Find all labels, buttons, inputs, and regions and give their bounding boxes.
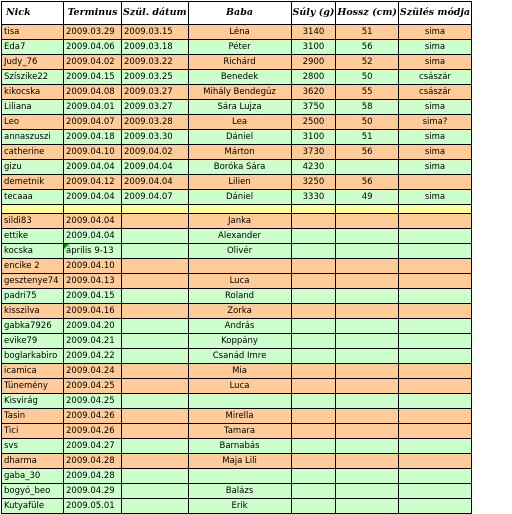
length-cell[interactable] xyxy=(336,439,399,454)
separator-cell[interactable] xyxy=(188,205,291,214)
nick-cell[interactable]: ettike xyxy=(2,229,64,244)
birth-date-cell[interactable]: 2009.03.15 xyxy=(122,25,189,40)
terminus-value: 2009.04.24 xyxy=(66,366,115,376)
birth-date-cell[interactable] xyxy=(122,439,189,454)
weight-cell[interactable]: 4230 xyxy=(291,160,336,175)
baby-cell[interactable]: Erik xyxy=(188,499,291,514)
terminus-cell[interactable] xyxy=(64,319,122,334)
baby-cell[interactable]: András xyxy=(188,319,291,334)
birth-date-cell[interactable] xyxy=(122,349,189,364)
length-cell[interactable]: 56 xyxy=(336,175,399,190)
nick-cell[interactable]: tisa xyxy=(2,25,64,40)
birth-date-cell[interactable]: 2009.04.04 xyxy=(122,160,189,175)
length-cell[interactable] xyxy=(336,214,399,229)
header-birth-type[interactable]: Szülés módja xyxy=(398,2,471,25)
birth-type-cell[interactable] xyxy=(398,334,471,349)
nick-cell[interactable]: demetnik xyxy=(2,175,64,190)
baby-cell[interactable]: Márton xyxy=(188,145,291,160)
born-section xyxy=(2,25,472,205)
terminus-cell[interactable] xyxy=(64,289,122,304)
baby-cell[interactable]: Roland xyxy=(188,289,291,304)
birth-date-cell[interactable] xyxy=(122,304,189,319)
birth-date-cell[interactable] xyxy=(122,259,189,274)
birth-date-cell[interactable] xyxy=(122,394,189,409)
baby-cell[interactable] xyxy=(188,259,291,274)
nick-cell[interactable]: encike 2 xyxy=(2,259,64,274)
nick-cell[interactable]: Leo xyxy=(2,115,64,130)
weight-cell[interactable] xyxy=(291,319,336,334)
terminus-value: április 9-13 xyxy=(66,246,114,256)
separator-row xyxy=(2,205,472,214)
table-row xyxy=(2,115,472,130)
table-row xyxy=(2,304,472,319)
terminus-cell[interactable]: 2009.04.18 xyxy=(64,130,122,145)
birth-type-cell[interactable] xyxy=(398,424,471,439)
birth-type-cell[interactable]: sima xyxy=(398,100,471,115)
terminus-cell[interactable]: 2009.04.08 xyxy=(64,85,122,100)
birth-type-cell[interactable]: császár xyxy=(398,70,471,85)
birth-date-cell[interactable] xyxy=(122,244,189,259)
nick-cell[interactable]: Tici xyxy=(2,424,64,439)
weight-cell[interactable]: 2900 xyxy=(291,55,336,70)
separator-cell[interactable] xyxy=(336,205,399,214)
weight-cell[interactable] xyxy=(291,424,336,439)
nick-cell[interactable]: tecaaa xyxy=(2,190,64,205)
baby-cell[interactable]: Zorka xyxy=(188,304,291,319)
birth-date-cell[interactable] xyxy=(122,454,189,469)
length-cell[interactable] xyxy=(336,229,399,244)
birth-date-cell[interactable]: 2009.04.02 xyxy=(122,145,189,160)
length-cell[interactable] xyxy=(336,424,399,439)
length-cell[interactable] xyxy=(336,259,399,274)
table-row xyxy=(2,499,472,514)
birth-date-cell[interactable] xyxy=(122,379,189,394)
terminus-value: 2009.05.01 xyxy=(66,501,115,511)
length-cell[interactable] xyxy=(336,304,399,319)
length-cell[interactable]: 55 xyxy=(336,85,399,100)
terminus-cell[interactable] xyxy=(64,214,122,229)
birth-type-cell[interactable] xyxy=(398,259,471,274)
weight-cell[interactable] xyxy=(291,439,336,454)
length-cell[interactable]: 51 xyxy=(336,130,399,145)
terminus-cell[interactable]: 2009.04.04 xyxy=(64,190,122,205)
table-row xyxy=(2,130,472,145)
baby-cell[interactable]: Luca xyxy=(188,274,291,289)
terminus-value: 2009.04.15 xyxy=(66,291,115,301)
baby-cell[interactable]: Mirella xyxy=(188,409,291,424)
birth-type-cell[interactable] xyxy=(398,274,471,289)
birth-type-cell[interactable] xyxy=(398,379,471,394)
baby-cell[interactable]: Barnabás xyxy=(188,439,291,454)
nick-cell[interactable]: sildi83 xyxy=(2,214,64,229)
weight-cell[interactable]: 2800 xyxy=(291,70,336,85)
weight-cell[interactable] xyxy=(291,334,336,349)
terminus-cell[interactable]: 2009.04.12 xyxy=(64,175,122,190)
table-row xyxy=(2,100,472,115)
nick-cell[interactable]: evike79 xyxy=(2,334,64,349)
weight-cell[interactable]: 2500 xyxy=(291,115,336,130)
baby-cell[interactable] xyxy=(188,394,291,409)
birth-type-cell[interactable]: sima xyxy=(398,145,471,160)
birth-type-cell[interactable] xyxy=(398,304,471,319)
weight-cell[interactable]: 3730 xyxy=(291,145,336,160)
baby-cell[interactable]: Koppány xyxy=(188,334,291,349)
length-cell[interactable] xyxy=(336,454,399,469)
table-row xyxy=(2,25,472,40)
birth-type-cell[interactable]: sima xyxy=(398,55,471,70)
birth-date-cell[interactable] xyxy=(122,469,189,484)
weight-cell[interactable]: 3330 xyxy=(291,190,336,205)
terminus-cell[interactable]: 2009.04.06 xyxy=(64,40,122,55)
weight-cell[interactable]: 3750 xyxy=(291,100,336,115)
length-cell[interactable] xyxy=(336,160,399,175)
weight-cell[interactable] xyxy=(291,214,336,229)
header-weight[interactable]: Súly (g) xyxy=(291,2,336,25)
terminus-cell[interactable] xyxy=(64,499,122,514)
separator-cell[interactable] xyxy=(291,205,336,214)
header-baby[interactable]: Baba xyxy=(188,2,291,25)
table-row xyxy=(2,175,472,190)
length-cell[interactable] xyxy=(336,469,399,484)
table-row xyxy=(2,229,472,244)
table-row xyxy=(2,259,472,274)
terminus-cell[interactable]: 2009.04.04 xyxy=(64,160,122,175)
length-cell[interactable]: 56 xyxy=(336,145,399,160)
table-row xyxy=(2,40,472,55)
birth-type-cell[interactable]: sima xyxy=(398,25,471,40)
terminus-cell[interactable] xyxy=(64,379,122,394)
length-cell[interactable] xyxy=(336,244,399,259)
length-cell[interactable] xyxy=(336,379,399,394)
terminus-value: 2009.04.25 xyxy=(66,396,115,406)
terminus-value: 2009.04.13 xyxy=(66,276,115,286)
terminus-value: 2009.04.25 xyxy=(66,381,115,391)
header-nick[interactable]: Nick xyxy=(2,2,64,25)
baby-cell[interactable]: Lea xyxy=(188,115,291,130)
length-cell[interactable] xyxy=(336,334,399,349)
weight-cell[interactable] xyxy=(291,289,336,304)
nick-cell[interactable]: Eda7 xyxy=(2,40,64,55)
weight-cell[interactable] xyxy=(291,469,336,484)
birth-register-table xyxy=(1,1,472,514)
terminus-cell[interactable] xyxy=(64,394,122,409)
birth-type-cell[interactable] xyxy=(398,319,471,334)
birth-date-cell[interactable]: 2009.04.07 xyxy=(122,190,189,205)
nick-cell[interactable]: gabka7926 xyxy=(2,319,64,334)
birth-date-cell[interactable] xyxy=(122,424,189,439)
weight-cell[interactable]: 3140 xyxy=(291,25,336,40)
weight-cell[interactable] xyxy=(291,409,336,424)
nick-cell[interactable]: gaba_30 xyxy=(2,469,64,484)
nick-cell[interactable]: Judy_76 xyxy=(2,55,64,70)
baby-cell[interactable]: Luca xyxy=(188,379,291,394)
birth-type-cell[interactable]: sima? xyxy=(398,115,471,130)
table-row xyxy=(2,244,472,259)
length-cell[interactable]: 56 xyxy=(336,40,399,55)
nick-cell[interactable]: svs xyxy=(2,439,64,454)
length-cell[interactable] xyxy=(336,349,399,364)
length-cell[interactable]: 52 xyxy=(336,55,399,70)
table-row xyxy=(2,379,472,394)
table-row xyxy=(2,364,472,379)
birth-type-cell[interactable] xyxy=(398,439,471,454)
weight-cell[interactable]: 3100 xyxy=(291,40,336,55)
baby-cell[interactable]: Mia xyxy=(188,364,291,379)
terminus-value: 2009.04.21 xyxy=(66,336,115,346)
baby-cell[interactable]: Dániel xyxy=(188,190,291,205)
terminus-cell[interactable]: 2009.04.10 xyxy=(64,145,122,160)
length-cell[interactable] xyxy=(336,499,399,514)
terminus-value: 2009.04.04 xyxy=(66,216,115,226)
terminus-cell[interactable] xyxy=(64,364,122,379)
birth-type-cell[interactable] xyxy=(398,244,471,259)
birth-type-cell[interactable]: sima xyxy=(398,40,471,55)
weight-cell[interactable] xyxy=(291,484,336,499)
terminus-cell[interactable] xyxy=(64,469,122,484)
weight-cell[interactable] xyxy=(291,454,336,469)
terminus-value: 2009.04.04 xyxy=(66,231,115,241)
terminus-cell[interactable]: 2009.04.07 xyxy=(64,115,122,130)
terminus-value: 2009.04.10 xyxy=(66,261,115,271)
baby-cell[interactable]: Benedek xyxy=(188,70,291,85)
birth-date-cell[interactable] xyxy=(122,289,189,304)
table-row xyxy=(2,409,472,424)
baby-cell[interactable]: Sára Lujza xyxy=(188,100,291,115)
birth-type-cell[interactable] xyxy=(398,499,471,514)
birth-date-cell[interactable]: 2009.04.04 xyxy=(122,175,189,190)
weight-cell[interactable]: 3100 xyxy=(291,130,336,145)
birth-type-cell[interactable]: császár xyxy=(398,85,471,100)
terminus-value: 2009.04.20 xyxy=(66,321,115,331)
table-row xyxy=(2,439,472,454)
birth-date-cell[interactable] xyxy=(122,409,189,424)
header-length[interactable]: Hossz (cm) xyxy=(336,2,399,25)
birth-type-cell[interactable] xyxy=(398,454,471,469)
terminus-value: 2009.04.28 xyxy=(66,471,115,481)
weight-cell[interactable] xyxy=(291,304,336,319)
birth-date-cell[interactable] xyxy=(122,484,189,499)
nick-cell[interactable]: bogyó_beo xyxy=(2,484,64,499)
terminus-value: 2009.04.28 xyxy=(66,456,115,466)
terminus-cell[interactable] xyxy=(64,244,122,259)
baby-cell[interactable]: Péter xyxy=(188,40,291,55)
terminus-cell[interactable] xyxy=(64,409,122,424)
length-cell[interactable] xyxy=(336,319,399,334)
birth-date-cell[interactable] xyxy=(122,229,189,244)
baby-cell[interactable]: Janka xyxy=(188,214,291,229)
terminus-value: 2009.04.22 xyxy=(66,351,115,361)
birth-type-cell[interactable] xyxy=(398,214,471,229)
weight-cell[interactable] xyxy=(291,499,336,514)
birth-date-cell[interactable] xyxy=(122,334,189,349)
table-row xyxy=(2,85,472,100)
birth-type-cell[interactable] xyxy=(398,289,471,304)
terminus-cell[interactable] xyxy=(64,454,122,469)
nick-cell[interactable]: annaszuszi xyxy=(2,130,64,145)
nick-cell[interactable]: dharma xyxy=(2,454,64,469)
length-cell[interactable] xyxy=(336,274,399,289)
nick-cell[interactable]: Tasin xyxy=(2,409,64,424)
table-row xyxy=(2,394,472,409)
terminus-cell[interactable] xyxy=(64,304,122,319)
weight-cell[interactable] xyxy=(291,364,336,379)
table-row xyxy=(2,469,472,484)
nick-cell[interactable]: Tünemény xyxy=(2,379,64,394)
table-row xyxy=(2,145,472,160)
terminus-cell[interactable]: 2009.04.01 xyxy=(64,100,122,115)
comment-marker-icon xyxy=(64,244,69,249)
nick-cell[interactable]: icamica xyxy=(2,364,64,379)
table-row xyxy=(2,160,472,175)
terminus-cell[interactable] xyxy=(64,439,122,454)
separator-section xyxy=(2,205,472,214)
nick-cell[interactable]: Liliana xyxy=(2,100,64,115)
birth-type-cell[interactable]: sima xyxy=(398,160,471,175)
table-row xyxy=(2,334,472,349)
baby-cell[interactable]: Léna xyxy=(188,25,291,40)
terminus-value: 2009.04.29 xyxy=(66,486,115,496)
length-cell[interactable] xyxy=(336,409,399,424)
nick-cell[interactable]: kikocska xyxy=(2,85,64,100)
length-cell[interactable]: 51 xyxy=(336,25,399,40)
separator-cell[interactable] xyxy=(398,205,471,214)
length-cell[interactable]: 58 xyxy=(336,100,399,115)
nick-cell[interactable]: Szíszike22 xyxy=(2,70,64,85)
baby-cell[interactable]: Alexander xyxy=(188,229,291,244)
terminus-cell[interactable] xyxy=(64,274,122,289)
weight-cell[interactable]: 3620 xyxy=(291,85,336,100)
birth-type-cell[interactable] xyxy=(398,484,471,499)
birth-type-cell[interactable] xyxy=(398,409,471,424)
weight-cell[interactable] xyxy=(291,259,336,274)
baby-cell[interactable]: Mihály Bendegúz xyxy=(188,85,291,100)
table-row xyxy=(2,484,472,499)
birth-type-cell[interactable] xyxy=(398,229,471,244)
nick-cell[interactable]: gesztenye74 xyxy=(2,274,64,289)
terminus-cell[interactable]: 2009.04.15 xyxy=(64,70,122,85)
length-cell[interactable]: 50 xyxy=(336,70,399,85)
nick-cell[interactable]: padri75 xyxy=(2,289,64,304)
nick-cell[interactable]: kocska xyxy=(2,244,64,259)
baby-cell[interactable]: Dániel xyxy=(188,130,291,145)
terminus-cell[interactable]: 2009.03.29 xyxy=(64,25,122,40)
birth-type-cell[interactable] xyxy=(398,364,471,379)
weight-cell[interactable]: 3250 xyxy=(291,175,336,190)
birth-date-cell[interactable]: 2009.03.27 xyxy=(122,85,189,100)
terminus-value: 2009.04.26 xyxy=(66,411,115,421)
birth-type-cell[interactable] xyxy=(398,349,471,364)
birth-type-cell[interactable] xyxy=(398,469,471,484)
table-row xyxy=(2,214,472,229)
birth-date-cell[interactable]: 2009.03.27 xyxy=(122,100,189,115)
table-row xyxy=(2,274,472,289)
waiting-section xyxy=(2,214,472,514)
terminus-value: 2009.04.26 xyxy=(66,426,115,436)
baby-cell[interactable]: Csanád Imre xyxy=(188,349,291,364)
birth-date-cell[interactable]: 2009.03.25 xyxy=(122,70,189,85)
birth-type-cell[interactable] xyxy=(398,175,471,190)
length-cell[interactable] xyxy=(336,364,399,379)
baby-cell[interactable]: Tamara xyxy=(188,424,291,439)
weight-cell[interactable] xyxy=(291,244,336,259)
birth-date-cell[interactable]: 2009.03.30 xyxy=(122,130,189,145)
table-row xyxy=(2,70,472,85)
birth-date-cell[interactable] xyxy=(122,364,189,379)
terminus-value: 2009.04.27 xyxy=(66,441,115,451)
table-row xyxy=(2,349,472,364)
terminus-cell[interactable] xyxy=(64,349,122,364)
birth-type-cell[interactable]: sima xyxy=(398,130,471,145)
baby-cell[interactable]: Boróka Sára xyxy=(188,160,291,175)
weight-cell[interactable] xyxy=(291,349,336,364)
table-row xyxy=(2,424,472,439)
baby-cell[interactable]: Lilien xyxy=(188,175,291,190)
terminus-cell[interactable] xyxy=(64,259,122,274)
separator-cell[interactable] xyxy=(64,205,122,214)
length-cell[interactable] xyxy=(336,484,399,499)
nick-cell[interactable]: Kutyafüle xyxy=(2,499,64,514)
terminus-cell[interactable] xyxy=(64,484,122,499)
terminus-value: 2009.04.16 xyxy=(66,306,115,316)
table-row xyxy=(2,190,472,205)
birth-date-cell[interactable]: 2009.03.18 xyxy=(122,40,189,55)
nick-cell[interactable]: kisszilva xyxy=(2,304,64,319)
weight-cell[interactable] xyxy=(291,379,336,394)
birth-date-cell[interactable] xyxy=(122,214,189,229)
separator-cell[interactable] xyxy=(122,205,189,214)
baby-cell[interactable]: Balázs xyxy=(188,484,291,499)
birth-date-cell[interactable] xyxy=(122,274,189,289)
birth-date-cell[interactable]: 2009.03.22 xyxy=(122,55,189,70)
nick-cell[interactable]: catherine xyxy=(2,145,64,160)
weight-cell[interactable] xyxy=(291,274,336,289)
birth-type-cell[interactable]: sima xyxy=(398,190,471,205)
baby-cell[interactable]: Olivér xyxy=(188,244,291,259)
birth-type-cell[interactable] xyxy=(398,394,471,409)
table-row xyxy=(2,289,472,304)
birth-date-cell[interactable] xyxy=(122,499,189,514)
length-cell[interactable] xyxy=(336,289,399,304)
table-row xyxy=(2,454,472,469)
header-birth-date[interactable]: Szül. dátum xyxy=(122,2,189,25)
nick-cell[interactable]: gizu xyxy=(2,160,64,175)
terminus-cell[interactable] xyxy=(64,334,122,349)
nick-cell[interactable]: Kisvirág xyxy=(2,394,64,409)
table-row xyxy=(2,319,472,334)
terminus-cell[interactable] xyxy=(64,229,122,244)
length-cell[interactable] xyxy=(336,394,399,409)
table-row xyxy=(2,55,472,70)
weight-cell[interactable] xyxy=(291,229,336,244)
length-cell[interactable]: 50 xyxy=(336,115,399,130)
separator-cell[interactable] xyxy=(2,205,64,214)
baby-cell[interactable]: Maja Lili xyxy=(188,454,291,469)
baby-cell[interactable] xyxy=(188,469,291,484)
baby-cell[interactable]: Richárd xyxy=(188,55,291,70)
header-row xyxy=(2,2,472,25)
length-cell[interactable]: 49 xyxy=(336,190,399,205)
weight-cell[interactable] xyxy=(291,394,336,409)
birth-date-cell[interactable] xyxy=(122,319,189,334)
nick-cell[interactable]: boglarkabiro xyxy=(2,349,64,364)
header-terminus[interactable]: Terminus xyxy=(64,2,122,25)
birth-date-cell[interactable]: 2009.03.28 xyxy=(122,115,189,130)
terminus-cell[interactable]: 2009.04.02 xyxy=(64,55,122,70)
terminus-cell[interactable] xyxy=(64,424,122,439)
